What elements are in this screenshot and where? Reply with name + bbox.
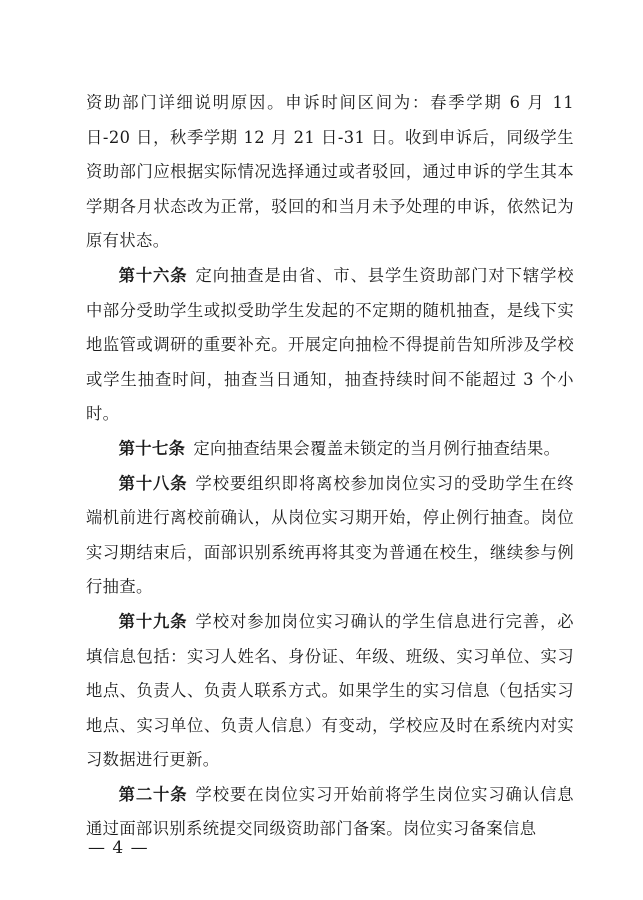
article-19 [86,605,574,778]
paragraph-continued [86,86,574,259]
article-17 [86,432,574,467]
paragraph-text: 资助部门详细说明原因。申诉时间区间为：春季学期 6 月 11 日-20 日，秋季学期 12 月 21 日-31 日。收到申诉后，同级学生资助部门应根据实际情况选择通过或者驳回，通过申诉的学生其本学期各月状态改为正常，驳回的和当月未予处理的申诉，依然记为原有状态。 [86,93,574,251]
paragraph-text: 学校对参加岗位实习确认的学生信息进行完善，必填信息包括：实习人姓名、身份证、年级、班级、实习单位、实习地点、负责人、负责人联系方式。如果学生的实习信息（包括实习地点、实习单位、负责人信息）有变动，学校应及时在系统内对实习数据进行更新。 [86,611,574,770]
paragraph-text: 学校要组织即将离校参加岗位实习的受助学生在终端机前进行离校前确认，从岗位实习期开始，停止例行抽查。岗位实习期结束后，面部识别系统再将其变为普通在校生，继续参与例行抽查。 [86,473,574,597]
page-number: — 4 — [88,838,149,858]
article-16 [86,259,574,432]
paragraph-text: 学校要在岗位实习开始前将学生岗位实习确认信息通过面部识别系统提交同级资助部门备案。岗位实习备案信息 [86,784,574,839]
article-number: 第十九条 [118,611,188,631]
paragraph-text: 定向抽查结果会覆盖未锁定的当月例行抽查结果。 [193,438,561,458]
paragraph-text: 定向抽查是由省、市、县学生资助部门对下辖学校中部分受助学生或拟受助学生发起的不定期的随机抽查，是线下实地监管或调研的重要补充。开展定向抽检不得提前告知所涉及学校或学生抽查时间，抽查当日通知，抽查持续时间不能超过 3 个小时。 [86,265,574,424]
article-number: 第十八条 [118,473,188,493]
article-number: 第二十条 [118,784,188,804]
article-18 [86,467,574,605]
document-body [86,86,574,847]
article-number: 第十六条 [118,265,188,285]
article-20 [86,778,574,847]
article-number: 第十七条 [118,438,186,458]
